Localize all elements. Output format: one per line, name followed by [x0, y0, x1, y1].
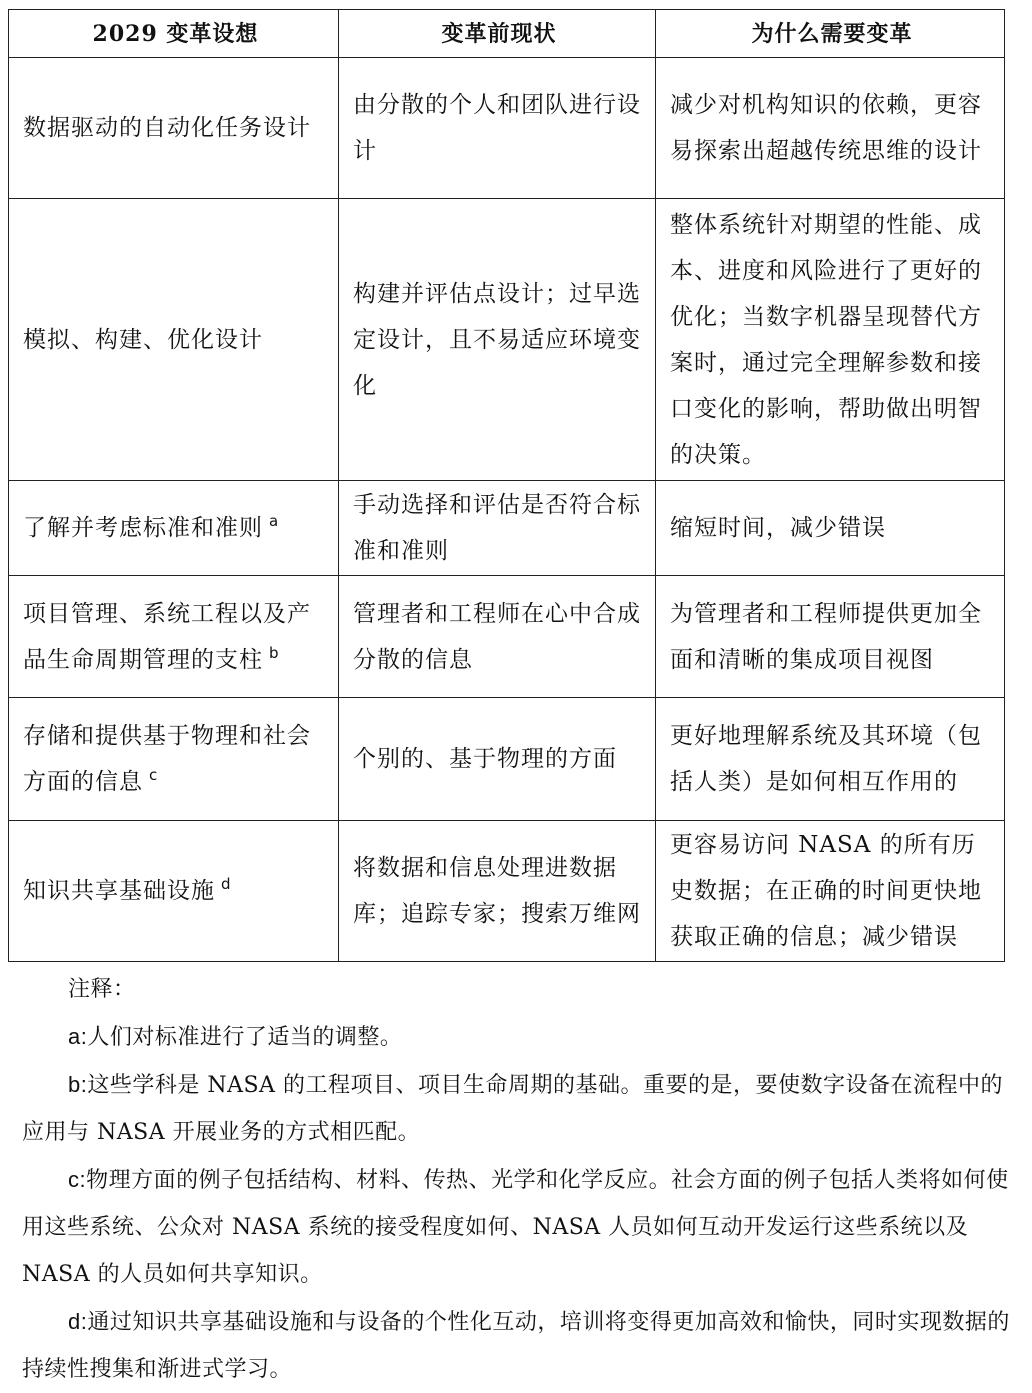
cell-current: 由分散的个人和团队进行设计: [339, 58, 656, 199]
cell-why: 减少对机构知识的依赖，更容易探索出超越传统思维的设计: [656, 58, 1005, 199]
cell-current: 构建并评估点设计；过早选定设计，且不易适应环境变化: [339, 199, 656, 481]
notes-section: [22, 966, 1018, 1393]
table-header-row: [9, 10, 1005, 58]
header-current: 变革前现状: [339, 10, 656, 58]
note-text: 人们对标准进行了适当的调整。: [87, 1025, 403, 1050]
notes-heading: 注释：: [68, 977, 136, 1002]
vision-text: 数据驱动的自动化任务设计: [23, 115, 311, 141]
note-label: b:: [68, 1072, 88, 1097]
note-item: [22, 1298, 1018, 1393]
cell-vision: [9, 481, 339, 576]
header-vision: 2029 变革设想: [9, 10, 339, 58]
cell-why: 为管理者和工程师提供更加全面和清晰的集成项目视图: [656, 576, 1005, 698]
cell-why: 更容易访问 NASA 的所有历史数据；在正确的时间更快地获取正确的信息；减少错误: [656, 821, 1005, 962]
footnote-marker: d: [221, 875, 232, 894]
header-why: 为什么需要变革: [656, 10, 1005, 58]
note-text: 这些学科是 NASA 的工程项目、项目生命周期的基础。重要的是，要使数字设备在流程中的应用与 NASA 开展业务的方式相匹配。: [22, 1073, 1003, 1145]
footnote-marker: b: [269, 643, 280, 662]
cell-current: 个别的、基于物理的方面: [339, 698, 656, 821]
vision-text: 模拟、构建、优化设计: [23, 326, 263, 353]
footnote-marker: a: [269, 512, 280, 531]
note-text: 通过知识共享基础设施和与设备的个性化互动，培训将变得更加高效和愉快，同时实现数据的持续性搜集和渐进式学习。: [22, 1310, 1010, 1382]
note-item: [22, 1061, 1018, 1156]
footnote-marker: c: [149, 766, 159, 785]
cell-why: 整体系统针对期望的性能、成本、进度和风险进行了更好的优化；当数字机器呈现替代方案时，通过完全理解参数和接口变化的影响，帮助做出明智的决策。: [656, 199, 1005, 481]
table-row: [9, 576, 1005, 698]
vision-text: 知识共享基础设施: [23, 878, 215, 904]
vision-text: 了解并考虑标准和准则: [23, 515, 263, 541]
table-row: [9, 199, 1005, 481]
note-label: c:: [68, 1167, 87, 1192]
cell-vision: [9, 821, 339, 962]
transformation-table: [8, 9, 1005, 962]
table-row: [9, 698, 1005, 821]
cell-why: 缩短时间，减少错误: [656, 481, 1005, 576]
cell-vision: [9, 576, 339, 698]
cell-vision: [9, 199, 339, 481]
cell-vision: [9, 58, 339, 199]
cell-why: 更好地理解系统及其环境（包括人类）是如何相互作用的: [656, 698, 1005, 821]
note-item: [22, 1156, 1018, 1298]
cell-current: 将数据和信息处理进数据库；追踪专家；搜索万维网: [339, 821, 656, 962]
note-text: 物理方面的例子包括结构、材料、传热、光学和化学反应。社会方面的例子包括人类将如何使用这些系统、公众对 NASA 系统的接受程度如何、NASA 人员如何互动开发运行这些系统以及 NASA 的人员如何共享知识。: [22, 1168, 1009, 1287]
note-item: [22, 1013, 1018, 1061]
vision-text: 项目管理、系统工程以及产品生命周期管理的支柱: [23, 600, 311, 673]
table-row: [9, 58, 1005, 199]
cell-current: 管理者和工程师在心中合成分散的信息: [339, 576, 656, 698]
vision-text: 存储和提供基于物理和社会方面的信息: [23, 723, 311, 795]
table-row: [9, 821, 1005, 962]
note-label: d:: [68, 1309, 88, 1334]
note-label: a:: [68, 1024, 88, 1049]
cell-current: 手动选择和评估是否符合标准和准则: [339, 481, 656, 576]
table-row: [9, 481, 1005, 576]
cell-vision: [9, 698, 339, 821]
